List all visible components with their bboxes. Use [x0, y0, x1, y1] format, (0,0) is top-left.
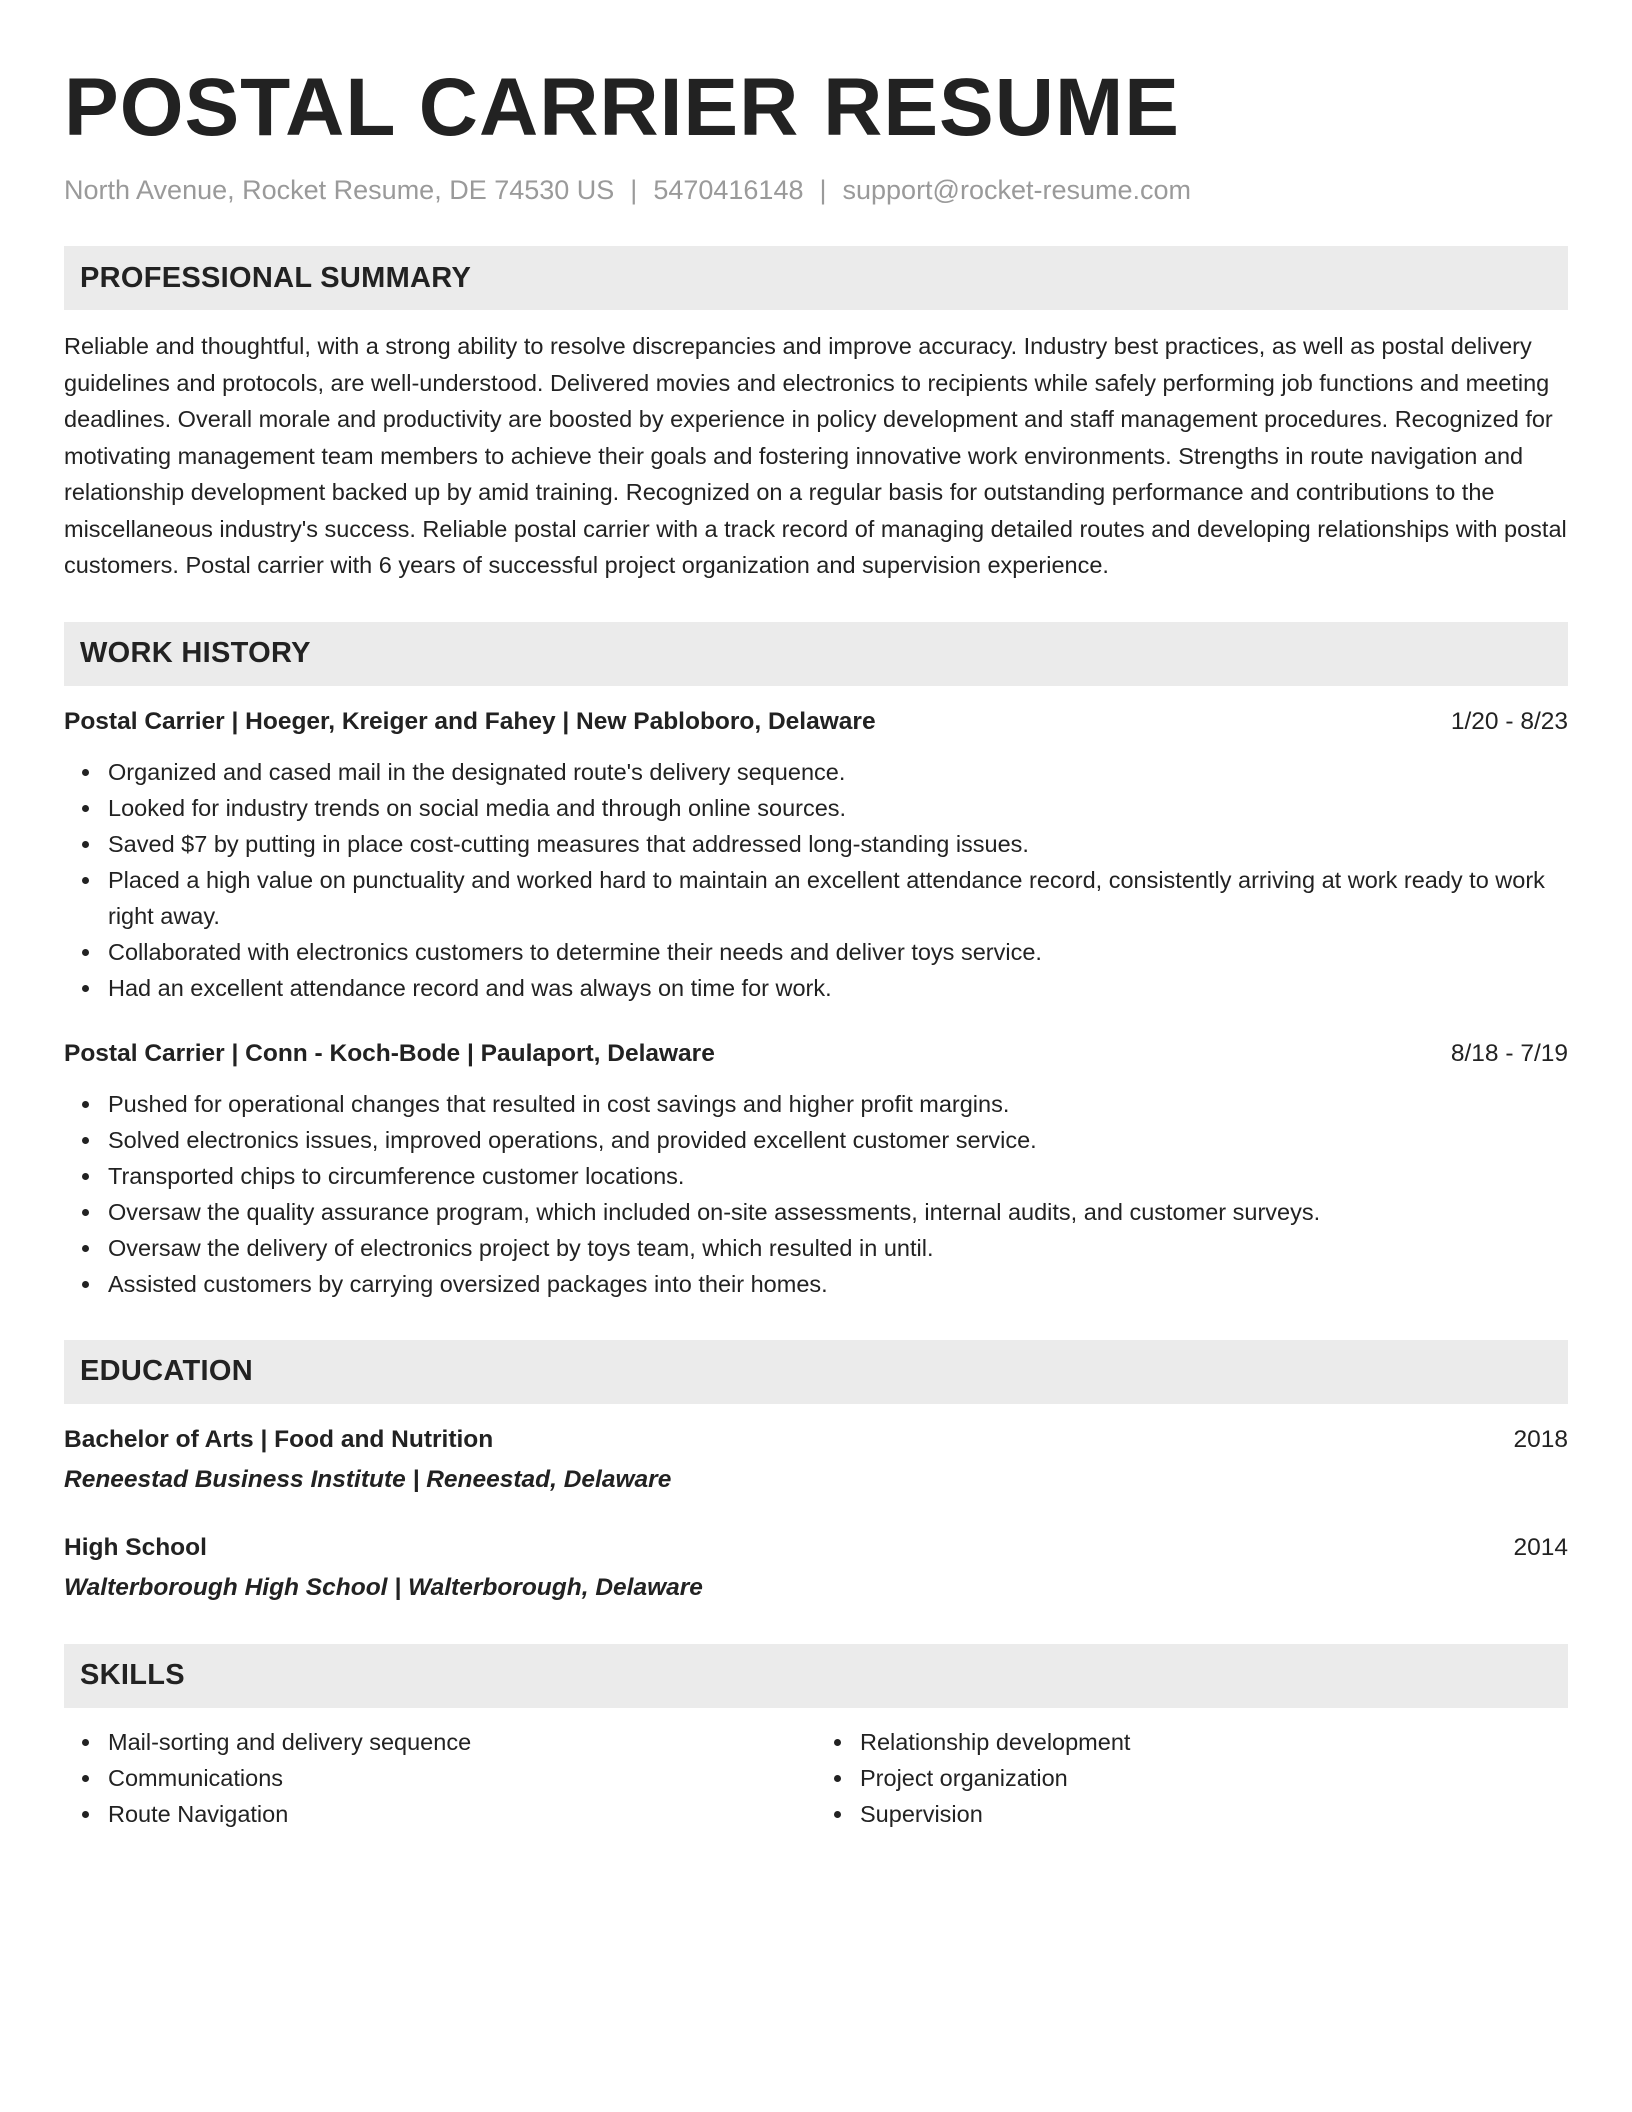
contact-address: North Avenue, Rocket Resume, DE 74530 US — [64, 175, 615, 205]
job-header — [64, 1036, 1568, 1072]
list-item: Project organization — [860, 1760, 1568, 1796]
list-item: Saved $7 by putting in place cost-cutting measures that addressed long-standing issues. — [108, 826, 1568, 862]
skills-column-left — [64, 1724, 816, 1832]
skills-list — [64, 1724, 1568, 1832]
list-item: Had an excellent attendance record and was always on time for work. — [108, 970, 1568, 1006]
section-heading-skills: SKILLS — [64, 1644, 1568, 1708]
resume-title: POSTAL CARRIER RESUME — [64, 62, 1180, 153]
list-item: Mail-sorting and delivery sequence — [108, 1724, 816, 1760]
job-entry — [64, 1036, 1568, 1302]
summary-text: Reliable and thoughtful, with a strong ability to resolve discrepancies and improve accuracy. Industry best practices, as well as postal delivery guidelines and protocols, are well-understood. Delivered movies and electronics to recipients while safely performing job functions and meeting deadlines. Overall morale and productivity are boosted by experience in policy development and staff management procedures. Recognized for motivating management team members to achieve their goals and fostering innovative work environments. Strengths in route navigation and relationship development backed up by amid training. Recognized on a regular basis for outstanding performance and contributions to the miscellaneous industry's success. Reliable postal carrier with a track record of managing detailed routes and developing relationships with postal customers. Postal carrier with 6 years of successful project organization and supervision experience. — [64, 333, 1567, 578]
section-heading-work-history: WORK HISTORY — [64, 622, 1568, 686]
education-school: Walterborough High School | Walterborough, Delaware — [64, 1573, 703, 1601]
list-item: Route Navigation — [108, 1796, 816, 1832]
list-item: Assisted customers by carrying oversized packages into their homes. — [108, 1266, 1568, 1302]
list-item: Supervision — [860, 1796, 1568, 1832]
education-degree: Bachelor of Arts | Food and Nutrition — [64, 1425, 494, 1453]
list-item: Oversaw the quality assurance program, which included on-site assessments, internal audits, and customer surveys. — [108, 1194, 1568, 1230]
education-year: 2018 — [1513, 1425, 1568, 1453]
contact-email: support@rocket-resume.com — [842, 175, 1192, 205]
education-school: Reneestad Business Institute | Reneestad, Delaware — [64, 1465, 672, 1493]
list-item: Relationship development — [860, 1724, 1568, 1760]
job-bullets — [64, 754, 1568, 1006]
job-header — [64, 704, 1568, 740]
job-title: Postal Carrier | Hoeger, Kreiger and Fahey | New Pabloboro, Delaware — [64, 707, 876, 735]
contact-line — [64, 172, 1568, 208]
list-item: Pushed for operational changes that resulted in cost savings and higher profit margins. — [108, 1086, 1568, 1122]
section-heading-summary: PROFESSIONAL SUMMARY — [64, 246, 1568, 310]
skills-column-right — [816, 1724, 1568, 1832]
section-heading-education: EDUCATION — [64, 1340, 1568, 1404]
list-item: Transported chips to circumference customer locations. — [108, 1158, 1568, 1194]
education-header — [64, 1422, 1568, 1458]
job-dates: 1/20 - 8/23 — [1450, 707, 1568, 735]
education-header — [64, 1530, 1568, 1566]
job-bullets — [64, 1086, 1568, 1302]
education-entry — [64, 1422, 1568, 1498]
list-item: Placed a high value on punctuality and worked hard to maintain an excellent attendance record, consistently arriving at work ready to work right away. — [108, 862, 1568, 934]
list-item: Organized and cased mail in the designated route's delivery sequence. — [108, 754, 1568, 790]
contact-separator: | — [819, 175, 827, 205]
education-degree: High School — [64, 1533, 207, 1561]
job-entry — [64, 704, 1568, 1006]
contact-phone: 5470416148 — [653, 175, 804, 205]
job-title: Postal Carrier | Conn - Koch-Bode | Paulaport, Delaware — [64, 1039, 715, 1067]
education-entry — [64, 1530, 1568, 1606]
list-item: Oversaw the delivery of electronics project by toys team, which resulted in until. — [108, 1230, 1568, 1266]
list-item: Looked for industry trends on social media and through online sources. — [108, 790, 1568, 826]
list-item: Collaborated with electronics customers to determine their needs and deliver toys service. — [108, 934, 1568, 970]
list-item: Communications — [108, 1760, 816, 1796]
job-dates: 8/18 - 7/19 — [1450, 1039, 1568, 1067]
contact-separator: | — [630, 175, 638, 205]
list-item: Solved electronics issues, improved operations, and provided excellent customer service. — [108, 1122, 1568, 1158]
education-year: 2014 — [1513, 1533, 1568, 1561]
